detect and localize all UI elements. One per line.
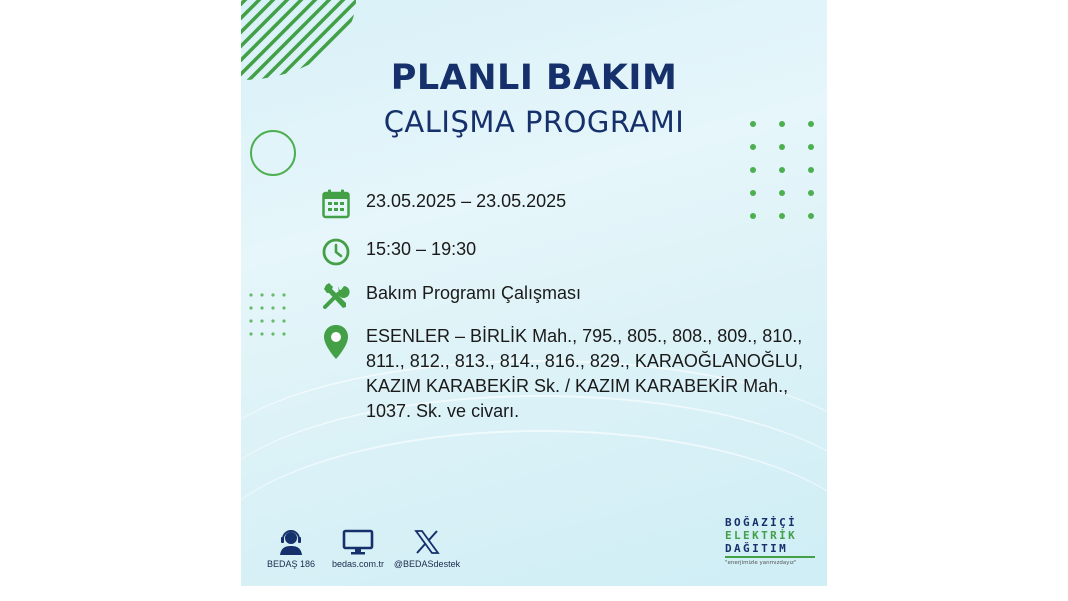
- tools-icon: [321, 281, 351, 311]
- calendar-icon: [321, 189, 351, 219]
- clock-icon: [321, 237, 351, 267]
- headset-icon: [277, 525, 305, 559]
- location-line: ESENLER – BİRLİK Mah., 795., 805., 808., 809., 810.,: [366, 326, 803, 346]
- logo-line-2: ELEKTRİK: [725, 529, 798, 542]
- location-line: 811., 812., 813., 814., 816., 829., KARAOĞLANOĞLU,: [366, 351, 803, 371]
- map-pin-icon: [321, 324, 351, 360]
- website-label: bedas.com.tr: [331, 559, 385, 569]
- logo-line-3: DAĞITIM: [725, 542, 815, 558]
- page-title: PLANLI BAKIM: [390, 58, 678, 98]
- location-row: [321, 324, 826, 424]
- work-type: Bakım Programı Çalışması: [366, 283, 582, 303]
- monitor-icon: [342, 525, 374, 559]
- location-line: KAZIM KARABEKİR Sk. / KAZIM KARABEKİR Mah.,: [366, 376, 789, 396]
- logo-line-1: BOĞAZİÇİ: [725, 516, 798, 529]
- work-type-row: [321, 281, 581, 311]
- footer-website[interactable]: [328, 525, 388, 569]
- date-row: [321, 189, 566, 219]
- footer-social[interactable]: [389, 525, 465, 569]
- social-label: @BEDASdestek: [393, 559, 461, 569]
- brand-logo: [725, 516, 815, 566]
- logo-slogan: "enerjimizle yanmızdayız": [725, 560, 797, 566]
- x-logo-icon: [414, 525, 440, 559]
- location-text: [366, 324, 826, 424]
- announcement-card: [241, 0, 827, 586]
- footer-phone[interactable]: [263, 525, 319, 569]
- location-line: 1037. Sk. ve civarı.: [366, 401, 520, 421]
- page-subtitle: ÇALIŞMA PROGRAMI: [383, 105, 685, 139]
- time-range: 15:30 – 19:30: [366, 239, 477, 259]
- dot-grid-decoration: [248, 292, 290, 338]
- time-row: [321, 237, 476, 267]
- phone-label: BEDAŞ 186: [266, 559, 316, 569]
- date-range: 23.05.2025 – 23.05.2025: [366, 191, 567, 211]
